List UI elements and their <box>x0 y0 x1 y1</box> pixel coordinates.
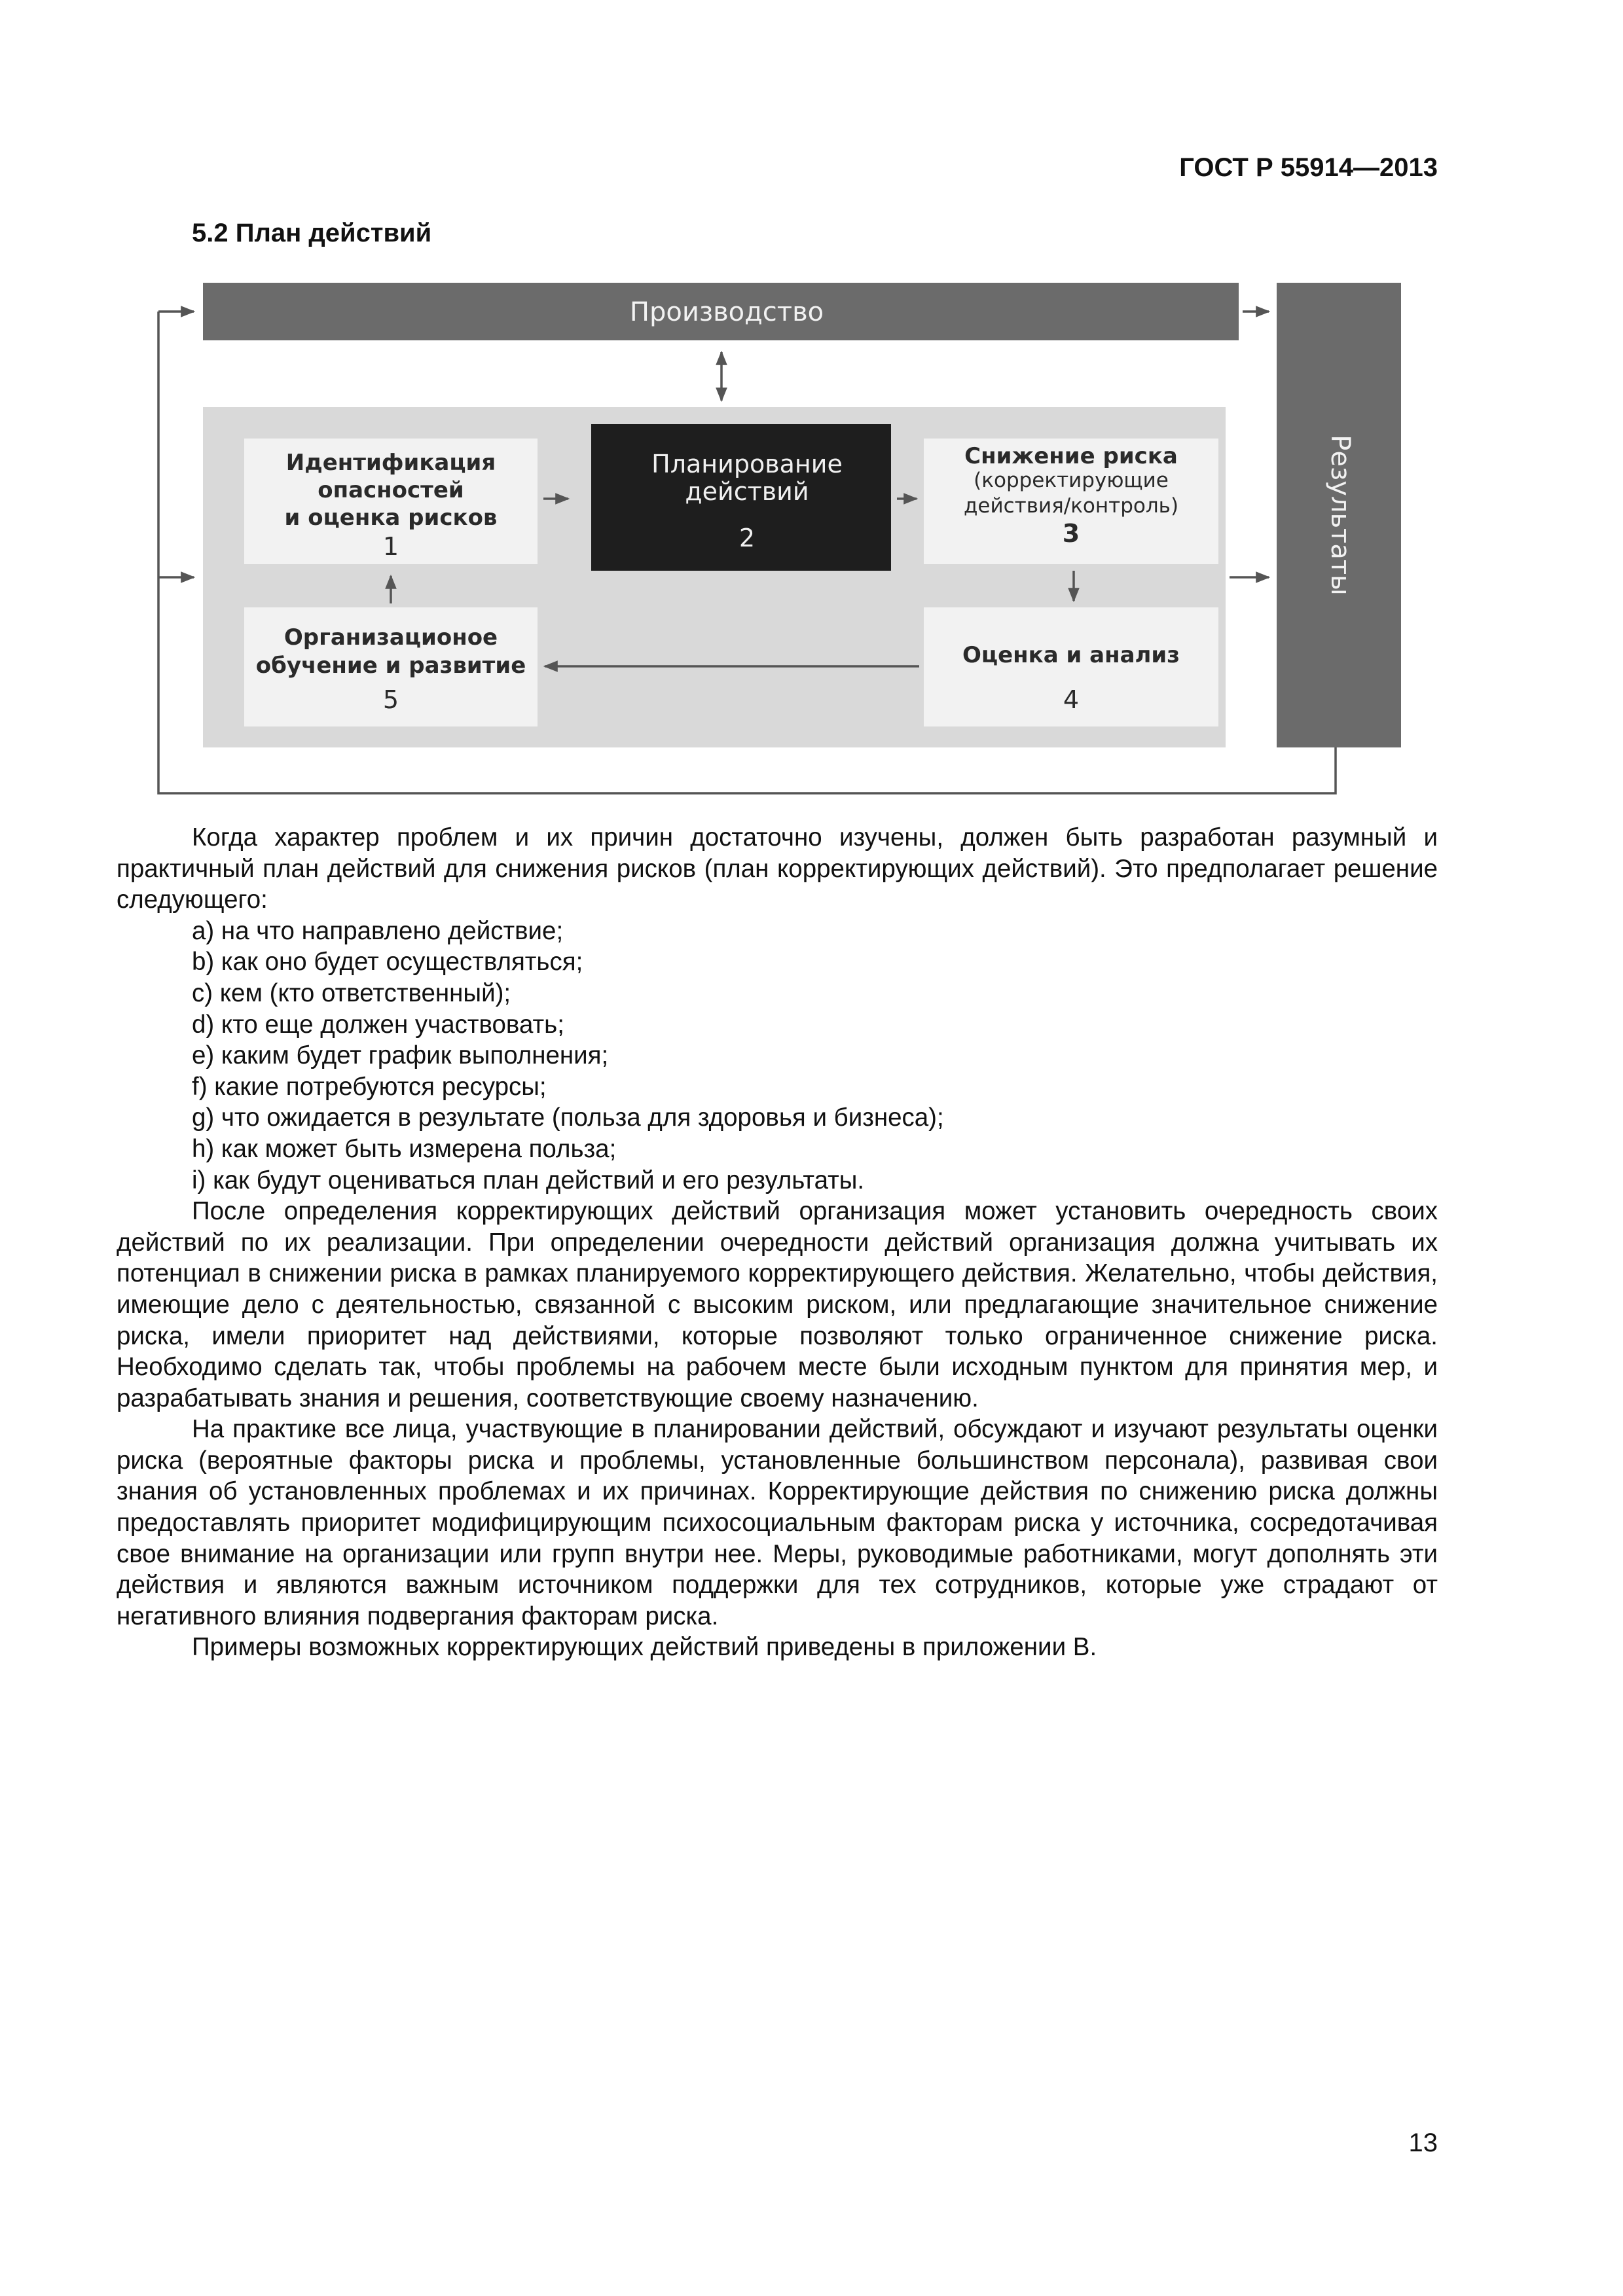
list-item: h) как может быть измерена польза; <box>192 1134 617 1163</box>
question-list <box>117 916 1438 1196</box>
list-item: b) как оно будет осуществляться; <box>192 948 583 977</box>
body-text <box>117 822 1438 1663</box>
paragraph-practice: На практике все лица, участвующие в планировании действий, обсуждают и изучают результаты оценки риска (вероятные факторы риска и проблемы, установленные большинством персонала), развивая свои знания об установленных проблемах и их причинах. Корректирующие действия по снижению риска должны предоставлять приоритет модифицирующим психосоциальным факторам риска у источника, сосредотачивая свое внимание на организации или групп внутри нее. Меры, руководимые работниками, могут дополнять эти действия и являются важным источником поддержки для тех сотрудников, которые уже страдают от негативного влияния подвергания факторам риска. <box>117 1415 1438 1630</box>
box3-line1: Снижение риска <box>964 443 1178 469</box>
box5-line2: обучение и развитие <box>255 653 526 679</box>
list-item: f) какие потребуются ресурсы; <box>192 1072 547 1101</box>
list-item: e) каким будет график выполнения; <box>192 1041 609 1070</box>
paragraph-examples: Примеры возможных корректирующих действий приведены в приложении В. <box>192 1633 1097 1662</box>
production-label: Производство <box>629 297 824 327</box>
paragraph-prioritization: После определения корректирующих действий организация может установить очередность своих действий по их реализации. При определении очередности действий организация должна учитывать их потенциал в снижении риска в рамках планируемого корректирующего действия. Желательно, чтобы действия, имеющие дело с деятельностью, связанной с высоким риском, или предлагающие значительное снижение риска, имели приоритет над действиями, которые позволяют только ограниченное снижение риска. Необходимо сделать так, чтобы проблемы на рабочем месте были исходным пунктом для принятия мер, и разрабатывать знания и решения, соответствующие своему назначению. <box>117 1197 1438 1412</box>
box3-line3: действия/контроль) <box>963 494 1179 518</box>
list-item: a) на что направлено действие; <box>192 916 564 945</box>
paragraph-intro: Когда характер проблем и их причин достаточно изучены, должен быть разработан разумный и практичный план действий для снижения рисков (план корректирующих действий). Это предполагает решение следующего: <box>117 823 1438 914</box>
box1-line2: опасностей <box>318 477 464 503</box>
list-item: g) что ожидается в результате (польза для здоровья и бизнеса); <box>192 1103 944 1132</box>
box3-line2: (корректирующие <box>974 469 1169 492</box>
box1-line1: Идентификация <box>285 450 496 476</box>
box2-line1: Планирование <box>651 450 843 478</box>
box2-line2: действий <box>685 477 809 506</box>
list-item: c) кем (кто ответственный); <box>192 978 511 1007</box>
standard-designation: ГОСТ Р 55914—2013 <box>1179 153 1438 182</box>
action-plan-diagram <box>0 0 1623 812</box>
box5-number: 5 <box>382 685 399 714</box>
box3-number: 3 <box>1062 519 1080 548</box>
box1-number: 1 <box>382 532 399 561</box>
page-number: 13 <box>1408 2128 1438 2157</box>
list-item: d) кто еще должен участвовать; <box>192 1010 564 1039</box>
box5-line1: Организационое <box>283 624 498 651</box>
list-item: i) как будут оцениваться план действий и его результаты. <box>192 1166 865 1194</box>
section-title: 5.2 План действий <box>192 219 432 247</box>
box4-line1: Оценка и анализ <box>962 642 1180 668</box>
box1-line3: и оценка рисков <box>284 505 498 531</box>
box2-number: 2 <box>739 524 756 552</box>
box4-number: 4 <box>1063 685 1080 714</box>
results-label: Результаты <box>1325 435 1355 596</box>
